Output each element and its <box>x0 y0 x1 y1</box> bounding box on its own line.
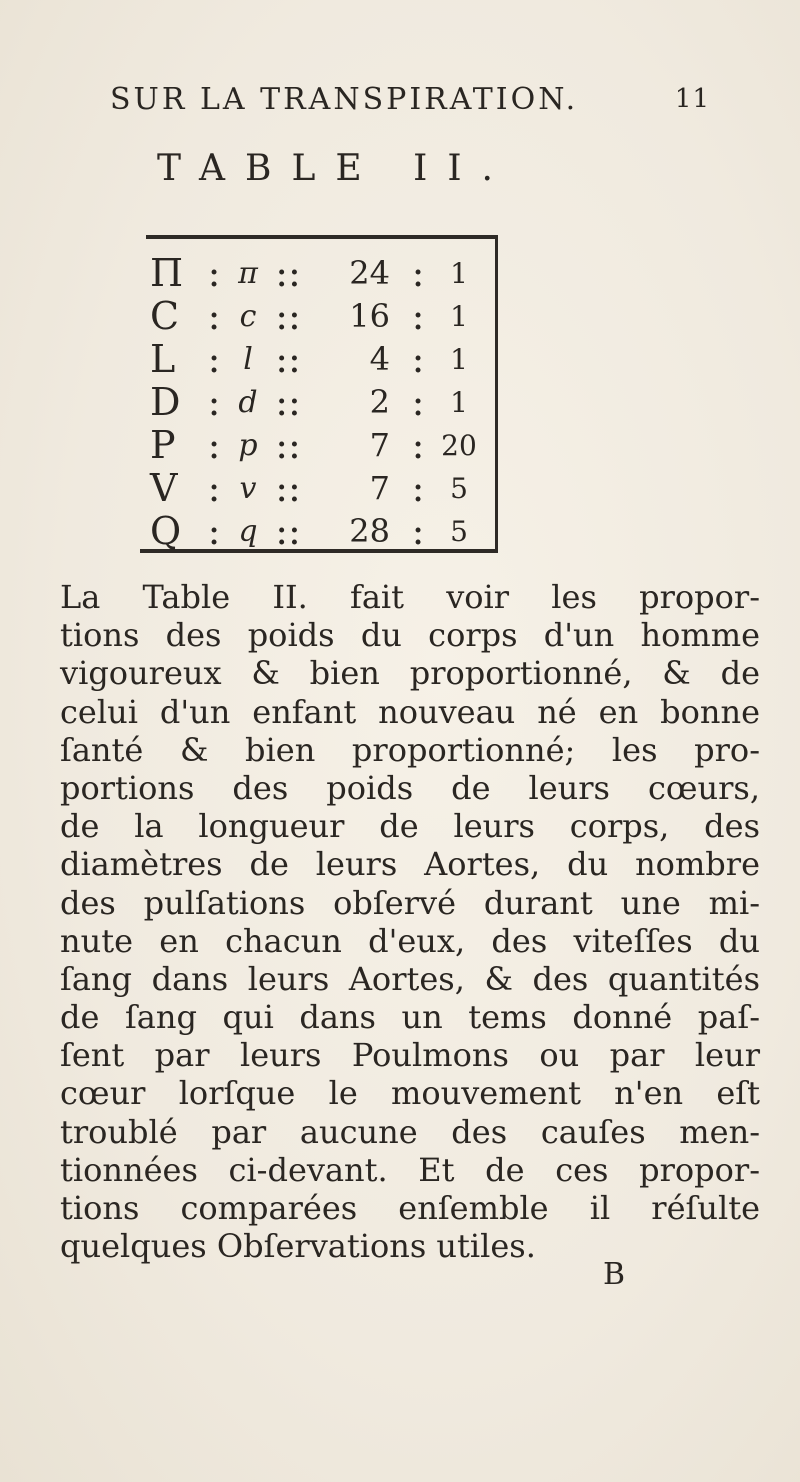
ratio-colon: : <box>207 337 221 381</box>
row-small-symbol: d <box>238 385 258 420</box>
row-ratio: 20 <box>441 429 477 462</box>
row-small-symbol: c <box>239 299 257 334</box>
row-small-symbol: p <box>238 428 258 463</box>
row-small-symbol: v <box>239 471 257 506</box>
row-symbol: Π <box>150 251 184 295</box>
row-symbol: P <box>150 423 176 467</box>
table-row <box>150 295 490 338</box>
ratio-colon: : <box>207 380 221 424</box>
text-line: vigoureux & bien proportionné, & de <box>60 654 760 693</box>
row-ratio: 5 <box>450 515 468 548</box>
table-row <box>150 252 490 295</box>
row-small-symbol: l <box>243 342 253 377</box>
text-line: tionnées ci-devant. Et de ces propor- <box>60 1150 760 1189</box>
text-line: des pulſations obſervé durant une mi- <box>60 883 760 922</box>
row-value: 2 <box>369 383 390 421</box>
table-title: TABLE II. <box>156 148 513 189</box>
proportion-sign: :: <box>275 337 301 381</box>
row-value: 24 <box>349 254 390 292</box>
text-line: celui d'un enfant nouveau né en bonne <box>60 692 760 731</box>
page-number: 11 <box>674 84 710 114</box>
row-ratio: 1 <box>450 257 468 290</box>
row-value: 7 <box>369 469 390 507</box>
table-row <box>150 338 490 381</box>
text-line: troublé par aucune des cauſes men- <box>60 1112 760 1151</box>
body-paragraph <box>60 578 760 1265</box>
ratio-colon: : <box>207 423 221 467</box>
text-line: nute en chacun d'eux, des viteſſes du <box>60 921 760 960</box>
row-ratio: 5 <box>450 472 468 505</box>
ratio-colon: : <box>411 294 425 338</box>
row-value: 7 <box>369 426 390 464</box>
ratio-colon: : <box>411 380 425 424</box>
row-small-symbol: π <box>238 256 258 291</box>
ratio-colon: : <box>411 423 425 467</box>
row-ratio: 1 <box>450 386 468 419</box>
text-line: quelques Obſervations utiles. <box>60 1227 536 1266</box>
table-row <box>150 510 490 553</box>
text-line: de ſang qui dans un tems donné paſ- <box>60 998 760 1037</box>
row-symbol: V <box>150 466 178 510</box>
text-line: La Table II. fait voir les propor- <box>60 578 760 616</box>
row-symbol: C <box>150 294 180 338</box>
table-row <box>150 381 490 424</box>
proportion-table <box>150 252 490 553</box>
text-line: de la longueur de leurs corps, des <box>60 807 760 846</box>
ratio-colon: : <box>411 466 425 510</box>
text-line: ſanté & bien proportionné; les pro- <box>60 730 760 769</box>
row-ratio: 1 <box>450 300 468 333</box>
row-symbol: D <box>150 380 181 424</box>
text-line: ſang dans leurs Aortes, & des quantités <box>60 959 760 998</box>
text-line: cœur lorſque le mouvement n'en eſt <box>60 1074 760 1113</box>
ratio-colon: : <box>207 466 221 510</box>
table-top-rule <box>146 235 496 239</box>
text-line: tions des poids du corps d'un homme <box>60 616 760 655</box>
proportion-sign: :: <box>275 294 301 338</box>
row-symbol: Q <box>150 509 182 553</box>
row-ratio: 1 <box>450 343 468 376</box>
running-head: SUR LA TRANSPIRATION. <box>110 82 579 117</box>
ratio-colon: : <box>411 251 425 295</box>
table-row <box>150 424 490 467</box>
ratio-colon: : <box>207 509 221 553</box>
row-value: 4 <box>369 340 390 378</box>
page-header <box>110 82 710 122</box>
table-right-rule <box>495 235 498 553</box>
proportion-sign: :: <box>275 380 301 424</box>
row-value: 28 <box>349 512 390 550</box>
signature-mark: B <box>603 1257 626 1292</box>
proportion-sign: :: <box>275 509 301 553</box>
ratio-colon: : <box>207 251 221 295</box>
text-line: tions comparées enſemble il réſulte <box>60 1189 760 1227</box>
row-value: 16 <box>349 297 390 335</box>
proportion-sign: :: <box>275 466 301 510</box>
row-small-symbol: q <box>238 514 258 549</box>
proportion-sign: :: <box>275 423 301 467</box>
ratio-colon: : <box>411 337 425 381</box>
ratio-colon: : <box>207 294 221 338</box>
proportion-sign: :: <box>275 251 301 295</box>
text-line: diamètres de leurs Aortes, du nombre <box>60 845 760 884</box>
ratio-colon: : <box>411 509 425 553</box>
text-line: portions des poids de leurs cœurs, <box>60 768 760 807</box>
row-symbol: L <box>150 337 176 381</box>
table-row <box>150 467 490 510</box>
text-line: ſent par leurs Poulmons ou par leur <box>60 1036 760 1075</box>
